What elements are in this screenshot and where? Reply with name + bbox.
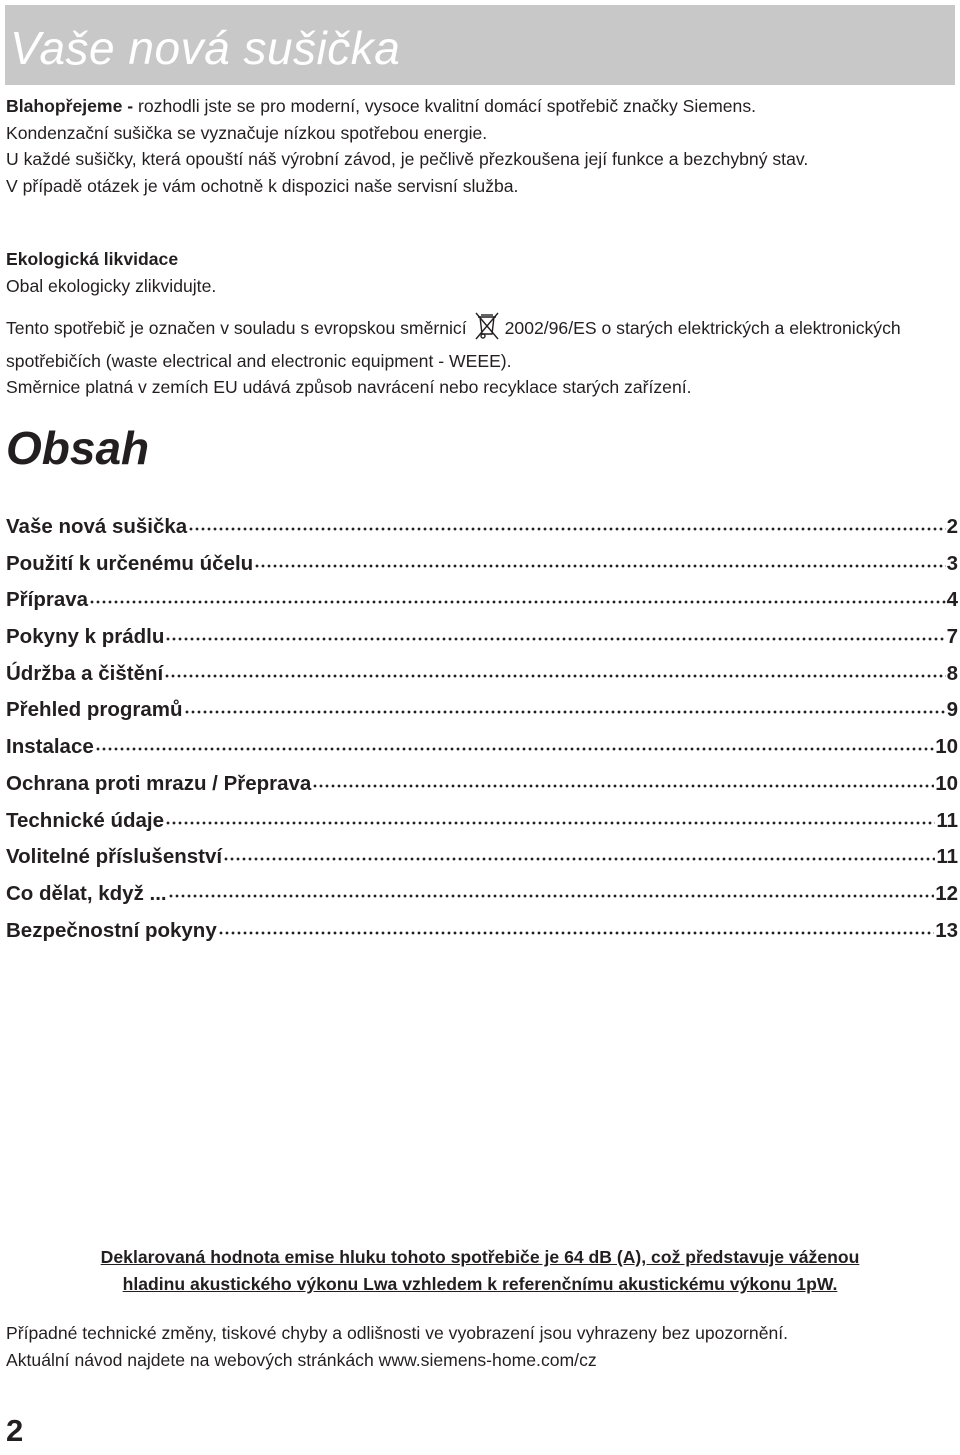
weee-text-after: 2002/96/ES o starých elektrických a elektronických spotřebičích (waste electrical and electronic equipment - WEEE).	[6, 318, 901, 371]
intro-line-2: Kondenzační sušička se vyznačuje nízkou spotřebou energie.	[6, 122, 488, 143]
toc-item-label: Přehled programů	[6, 698, 183, 722]
toc-item[interactable]	[6, 509, 958, 546]
weee-section	[6, 312, 951, 401]
toc-item[interactable]	[6, 803, 958, 840]
intro-line-3: U každé sušičky, která opouští náš výrobní závod, je pečlivě přezkoušena její funkce a bezchybný stav.	[6, 149, 809, 169]
toc-leader-dots	[188, 526, 945, 532]
toc-item-label: Ochrana proti mrazu / Přeprava	[6, 771, 312, 795]
weee-text-before: Tento spotřebič je označen v souladu s evropskou směrnicí	[6, 318, 467, 338]
toc-item-label: Vaše nová sušička	[6, 515, 188, 538]
intro-line-1-rest: rozhodli jste se pro moderní, vysoce kvalitní domácí spotřebič značky Siemens.	[133, 96, 757, 116]
toc-leader-dots	[95, 746, 934, 752]
toc-item-label: Použití k určenému účelu	[6, 551, 254, 575]
toc-item-label: Technické údaje	[6, 808, 164, 832]
toc-item-page: 12	[935, 881, 958, 905]
page-title: Vaše nová sušička	[10, 22, 401, 74]
page-number: 2	[6, 1413, 24, 1448]
toc-item[interactable]	[6, 729, 958, 766]
eco-disposal-section	[6, 246, 946, 299]
intro-section	[6, 93, 946, 199]
toc-leader-dots	[312, 783, 934, 789]
toc-item-page: 11	[936, 808, 958, 832]
noise-emission-notice	[0, 1244, 960, 1298]
toc-leader-dots	[218, 930, 934, 936]
toc-item-page: 11	[936, 845, 958, 869]
toc-leader-dots	[164, 673, 945, 679]
toc-leader-dots	[184, 709, 946, 715]
toc-leader-dots	[89, 599, 946, 605]
notes-line-2: Aktuální návod najdete na webových stránkách www.siemens-home.com/cz	[6, 1349, 597, 1370]
toc-item-page: 4	[946, 588, 958, 612]
table-of-contents	[6, 509, 958, 949]
toc-item-page: 8	[946, 661, 958, 685]
toc-leader-dots	[165, 636, 945, 642]
toc-item[interactable]	[6, 913, 958, 950]
crossed-out-wheelie-bin-icon	[475, 312, 499, 348]
toc-item-label: Příprava	[6, 588, 89, 612]
weee-line-2: Směrnice platná v zemích EU udává způsob navrácení nebo recyklace starých zařízení.	[6, 377, 692, 397]
toc-item-label: Volitelné příslušenství	[6, 845, 223, 869]
toc-item-label: Instalace	[6, 735, 94, 759]
contents-title: Obsah	[6, 422, 150, 474]
toc-item-page: 10	[935, 771, 958, 795]
intro-line-4: V případě otázek je vám ochotně k dispozici naše servisní služba.	[6, 175, 519, 196]
notes-line-1: Případné technické změny, tiskové chyby a odlišnosti ve vyobrazení jsou vyhrazeny bez upozornění.	[6, 1323, 789, 1343]
toc-item-label: Co dělat, když ...	[6, 881, 167, 905]
toc-item[interactable]	[6, 656, 958, 693]
toc-item[interactable]	[6, 582, 958, 619]
eco-text: Obal ekologicky zlikvidujte.	[6, 275, 217, 296]
toc-item-page: 13	[935, 918, 958, 942]
noise-line-1: Deklarovaná hodnota emise hluku tohoto spotřebiče je 64 dB (A), což představuje váženou	[100, 1247, 860, 1267]
toc-item-page: 9	[946, 698, 958, 722]
toc-item-label: Pokyny k prádlu	[6, 625, 165, 649]
toc-item-label: Údržba a čištění	[6, 661, 164, 685]
toc-item[interactable]	[6, 546, 958, 583]
toc-item[interactable]	[6, 876, 958, 913]
notes-section	[6, 1320, 956, 1373]
toc-leader-dots	[165, 820, 935, 826]
toc-leader-dots	[223, 856, 935, 862]
toc-item-label: Bezpečnostní pokyny	[6, 918, 217, 942]
toc-item-page: 7	[946, 625, 958, 649]
title-bar	[5, 5, 955, 85]
toc-item-page: 3	[946, 551, 958, 575]
eco-heading: Ekologická likvidace	[6, 249, 179, 269]
toc-item[interactable]	[6, 619, 958, 656]
toc-leader-dots	[168, 893, 935, 899]
toc-item[interactable]	[6, 766, 958, 803]
intro-line-1	[6, 93, 946, 120]
toc-item-page: 10	[935, 735, 958, 759]
noise-line-2: hladinu akustického výkonu Lwa vzhledem k referenčnímu akustickému výkonu 1pW.	[122, 1274, 838, 1294]
toc-item[interactable]	[6, 692, 958, 729]
weee-paragraph	[6, 312, 951, 374]
toc-item-page: 2	[946, 515, 958, 538]
toc-leader-dots	[254, 563, 945, 569]
intro-bold-lead: Blahopřejeme -	[6, 96, 134, 116]
toc-item[interactable]	[6, 839, 958, 876]
